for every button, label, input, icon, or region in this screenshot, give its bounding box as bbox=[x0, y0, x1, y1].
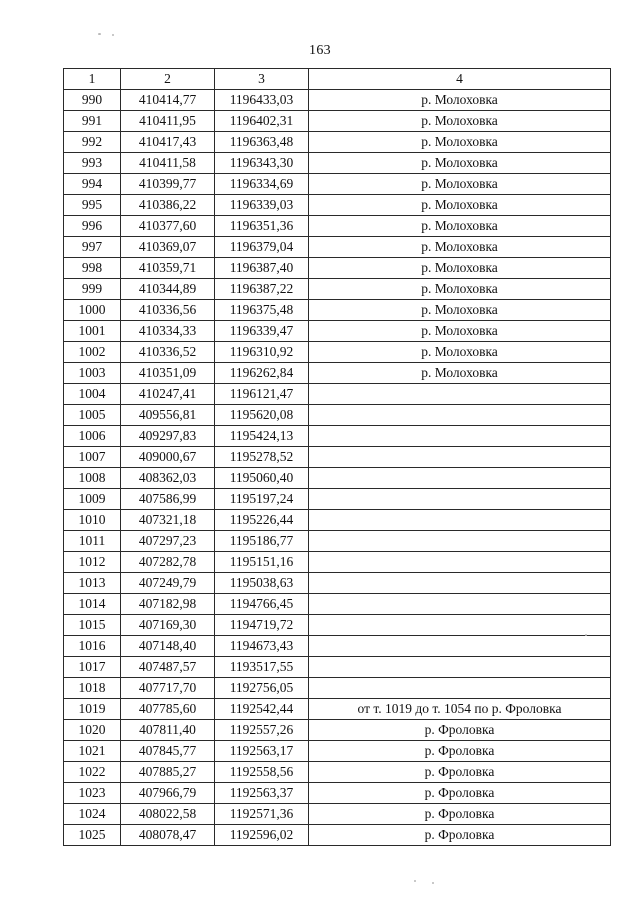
y-coordinate-cell: 1192571,36 bbox=[215, 804, 309, 825]
y-coordinate-cell: 1195151,16 bbox=[215, 552, 309, 573]
description-cell bbox=[309, 573, 611, 594]
x-coordinate-cell: 407811,40 bbox=[121, 720, 215, 741]
description-cell: р. Молоховка bbox=[309, 363, 611, 384]
table-row bbox=[64, 510, 611, 531]
x-coordinate-cell: 407885,27 bbox=[121, 762, 215, 783]
point-number-cell: 995 bbox=[64, 195, 121, 216]
y-coordinate-cell: 1195060,40 bbox=[215, 468, 309, 489]
description-cell bbox=[309, 615, 611, 636]
y-coordinate-cell: 1192596,02 bbox=[215, 825, 309, 846]
y-coordinate-cell: 1192563,17 bbox=[215, 741, 309, 762]
x-coordinate-cell: 407785,60 bbox=[121, 699, 215, 720]
table-row bbox=[64, 300, 611, 321]
x-coordinate-cell: 407282,78 bbox=[121, 552, 215, 573]
point-number-cell: 1014 bbox=[64, 594, 121, 615]
scan-speck bbox=[414, 880, 416, 882]
y-coordinate-cell: 1196262,84 bbox=[215, 363, 309, 384]
table-row bbox=[64, 258, 611, 279]
y-coordinate-cell: 1195038,63 bbox=[215, 573, 309, 594]
point-number-cell: 990 bbox=[64, 90, 121, 111]
description-cell: р. Фроловка bbox=[309, 783, 611, 804]
description-cell bbox=[309, 510, 611, 531]
description-cell: от т. 1019 до т. 1054 по р. Фроловка bbox=[309, 699, 611, 720]
x-coordinate-cell: 408078,47 bbox=[121, 825, 215, 846]
x-coordinate-cell: 407845,77 bbox=[121, 741, 215, 762]
point-number-cell: 991 bbox=[64, 111, 121, 132]
table-row bbox=[64, 174, 611, 195]
y-coordinate-cell: 1196121,47 bbox=[215, 384, 309, 405]
description-cell: р. Молоховка bbox=[309, 174, 611, 195]
y-coordinate-cell: 1196379,04 bbox=[215, 237, 309, 258]
description-cell: р. Молоховка bbox=[309, 216, 611, 237]
y-coordinate-cell: 1196334,69 bbox=[215, 174, 309, 195]
description-cell: р. Фроловка bbox=[309, 825, 611, 846]
table-row bbox=[64, 720, 611, 741]
point-number-cell: 998 bbox=[64, 258, 121, 279]
y-coordinate-cell: 1196343,30 bbox=[215, 153, 309, 174]
table-row bbox=[64, 552, 611, 573]
description-cell: р. Молоховка bbox=[309, 258, 611, 279]
y-coordinate-cell: 1192557,26 bbox=[215, 720, 309, 741]
table-row bbox=[64, 678, 611, 699]
description-cell bbox=[309, 426, 611, 447]
y-coordinate-cell: 1196363,48 bbox=[215, 132, 309, 153]
table-row bbox=[64, 615, 611, 636]
table-row bbox=[64, 111, 611, 132]
description-cell bbox=[309, 552, 611, 573]
scan-speck bbox=[432, 882, 434, 884]
y-coordinate-cell: 1192563,37 bbox=[215, 783, 309, 804]
y-coordinate-cell: 1194719,72 bbox=[215, 615, 309, 636]
point-number-cell: 1025 bbox=[64, 825, 121, 846]
header-cell-description: 4 bbox=[309, 69, 611, 90]
point-number-cell: 1024 bbox=[64, 804, 121, 825]
x-coordinate-cell: 410351,09 bbox=[121, 363, 215, 384]
table-row bbox=[64, 132, 611, 153]
table-row bbox=[64, 363, 611, 384]
x-coordinate-cell: 410377,60 bbox=[121, 216, 215, 237]
x-coordinate-cell: 410344,89 bbox=[121, 279, 215, 300]
description-cell: р. Фроловка bbox=[309, 720, 611, 741]
description-cell bbox=[309, 405, 611, 426]
y-coordinate-cell: 1196339,03 bbox=[215, 195, 309, 216]
x-coordinate-cell: 408022,58 bbox=[121, 804, 215, 825]
table-row bbox=[64, 153, 611, 174]
y-coordinate-cell: 1195197,24 bbox=[215, 489, 309, 510]
point-number-cell: 1002 bbox=[64, 342, 121, 363]
table-row bbox=[64, 762, 611, 783]
x-coordinate-cell: 410369,07 bbox=[121, 237, 215, 258]
description-cell: р. Молоховка bbox=[309, 153, 611, 174]
table-row bbox=[64, 636, 611, 657]
point-number-cell: 1005 bbox=[64, 405, 121, 426]
table-row bbox=[64, 741, 611, 762]
header-cell-y: 3 bbox=[215, 69, 309, 90]
description-cell: р. Молоховка bbox=[309, 111, 611, 132]
scan-speck bbox=[112, 34, 114, 36]
point-number-cell: 1012 bbox=[64, 552, 121, 573]
y-coordinate-cell: 1192542,44 bbox=[215, 699, 309, 720]
header-cell-x: 2 bbox=[121, 69, 215, 90]
description-cell: р. Молоховка bbox=[309, 279, 611, 300]
point-number-cell: 1015 bbox=[64, 615, 121, 636]
y-coordinate-cell: 1196387,22 bbox=[215, 279, 309, 300]
x-coordinate-cell: 410399,77 bbox=[121, 174, 215, 195]
table-body bbox=[64, 90, 611, 846]
description-cell: р. Фроловка bbox=[309, 741, 611, 762]
scan-speck bbox=[98, 33, 101, 35]
y-coordinate-cell: 1196433,03 bbox=[215, 90, 309, 111]
table-row bbox=[64, 279, 611, 300]
scan-speck bbox=[585, 634, 587, 636]
table-row bbox=[64, 657, 611, 678]
description-cell: р. Молоховка bbox=[309, 90, 611, 111]
point-number-cell: 994 bbox=[64, 174, 121, 195]
y-coordinate-cell: 1192558,56 bbox=[215, 762, 309, 783]
point-number-cell: 1021 bbox=[64, 741, 121, 762]
table-header-row bbox=[64, 69, 611, 90]
description-cell: р. Фроловка bbox=[309, 804, 611, 825]
x-coordinate-cell: 409000,67 bbox=[121, 447, 215, 468]
y-coordinate-cell: 1192756,05 bbox=[215, 678, 309, 699]
description-cell bbox=[309, 489, 611, 510]
point-number-cell: 1008 bbox=[64, 468, 121, 489]
y-coordinate-cell: 1196339,47 bbox=[215, 321, 309, 342]
x-coordinate-cell: 410414,77 bbox=[121, 90, 215, 111]
point-number-cell: 1000 bbox=[64, 300, 121, 321]
x-coordinate-cell: 407321,18 bbox=[121, 510, 215, 531]
description-cell: р. Молоховка bbox=[309, 321, 611, 342]
table-row bbox=[64, 321, 611, 342]
x-coordinate-cell: 410336,56 bbox=[121, 300, 215, 321]
table-row bbox=[64, 237, 611, 258]
x-coordinate-cell: 407182,98 bbox=[121, 594, 215, 615]
point-number-cell: 1013 bbox=[64, 573, 121, 594]
y-coordinate-cell: 1196375,48 bbox=[215, 300, 309, 321]
table-row bbox=[64, 825, 611, 846]
description-cell: р. Молоховка bbox=[309, 342, 611, 363]
point-number-cell: 1018 bbox=[64, 678, 121, 699]
point-number-cell: 1022 bbox=[64, 762, 121, 783]
point-number-cell: 1006 bbox=[64, 426, 121, 447]
y-coordinate-cell: 1195278,52 bbox=[215, 447, 309, 468]
point-number-cell: 1004 bbox=[64, 384, 121, 405]
x-coordinate-cell: 410417,43 bbox=[121, 132, 215, 153]
table-row bbox=[64, 783, 611, 804]
x-coordinate-cell: 408362,03 bbox=[121, 468, 215, 489]
y-coordinate-cell: 1196351,36 bbox=[215, 216, 309, 237]
table-row bbox=[64, 195, 611, 216]
x-coordinate-cell: 410359,71 bbox=[121, 258, 215, 279]
x-coordinate-cell: 407148,40 bbox=[121, 636, 215, 657]
y-coordinate-cell: 1195226,44 bbox=[215, 510, 309, 531]
point-number-cell: 993 bbox=[64, 153, 121, 174]
x-coordinate-cell: 409556,81 bbox=[121, 405, 215, 426]
point-number-cell: 1011 bbox=[64, 531, 121, 552]
point-number-cell: 1001 bbox=[64, 321, 121, 342]
x-coordinate-cell: 407169,30 bbox=[121, 615, 215, 636]
table-row bbox=[64, 468, 611, 489]
table-row bbox=[64, 594, 611, 615]
description-cell: р. Молоховка bbox=[309, 132, 611, 153]
point-number-cell: 1003 bbox=[64, 363, 121, 384]
y-coordinate-cell: 1193517,55 bbox=[215, 657, 309, 678]
y-coordinate-cell: 1196402,31 bbox=[215, 111, 309, 132]
description-cell bbox=[309, 678, 611, 699]
table-row bbox=[64, 90, 611, 111]
table-row bbox=[64, 216, 611, 237]
x-coordinate-cell: 407297,23 bbox=[121, 531, 215, 552]
point-number-cell: 996 bbox=[64, 216, 121, 237]
description-cell bbox=[309, 531, 611, 552]
point-number-cell: 999 bbox=[64, 279, 121, 300]
point-number-cell: 1010 bbox=[64, 510, 121, 531]
table-row bbox=[64, 804, 611, 825]
x-coordinate-cell: 407249,79 bbox=[121, 573, 215, 594]
y-coordinate-cell: 1196310,92 bbox=[215, 342, 309, 363]
table-row bbox=[64, 447, 611, 468]
point-number-cell: 1009 bbox=[64, 489, 121, 510]
table-row bbox=[64, 573, 611, 594]
description-cell: р. Молоховка bbox=[309, 195, 611, 216]
x-coordinate-cell: 409297,83 bbox=[121, 426, 215, 447]
table-row bbox=[64, 426, 611, 447]
table-row bbox=[64, 342, 611, 363]
x-coordinate-cell: 410334,33 bbox=[121, 321, 215, 342]
point-number-cell: 1023 bbox=[64, 783, 121, 804]
y-coordinate-cell: 1194673,43 bbox=[215, 636, 309, 657]
page-number: 163 bbox=[309, 43, 331, 58]
x-coordinate-cell: 410411,95 bbox=[121, 111, 215, 132]
y-coordinate-cell: 1195424,13 bbox=[215, 426, 309, 447]
point-number-cell: 1017 bbox=[64, 657, 121, 678]
description-cell bbox=[309, 636, 611, 657]
x-coordinate-cell: 410336,52 bbox=[121, 342, 215, 363]
x-coordinate-cell: 410411,58 bbox=[121, 153, 215, 174]
point-number-cell: 1019 bbox=[64, 699, 121, 720]
y-coordinate-cell: 1196387,40 bbox=[215, 258, 309, 279]
description-cell: р. Молоховка bbox=[309, 237, 611, 258]
coordinates-table bbox=[63, 68, 611, 846]
description-cell: р. Молоховка bbox=[309, 300, 611, 321]
y-coordinate-cell: 1195186,77 bbox=[215, 531, 309, 552]
x-coordinate-cell: 407717,70 bbox=[121, 678, 215, 699]
point-number-cell: 1007 bbox=[64, 447, 121, 468]
description-cell: р. Фроловка bbox=[309, 762, 611, 783]
description-cell bbox=[309, 447, 611, 468]
table-row bbox=[64, 405, 611, 426]
x-coordinate-cell: 410247,41 bbox=[121, 384, 215, 405]
description-cell bbox=[309, 594, 611, 615]
header-cell-point-number: 1 bbox=[64, 69, 121, 90]
table-row bbox=[64, 531, 611, 552]
point-number-cell: 1016 bbox=[64, 636, 121, 657]
y-coordinate-cell: 1194766,45 bbox=[215, 594, 309, 615]
x-coordinate-cell: 407487,57 bbox=[121, 657, 215, 678]
point-number-cell: 1020 bbox=[64, 720, 121, 741]
x-coordinate-cell: 407966,79 bbox=[121, 783, 215, 804]
description-cell bbox=[309, 468, 611, 489]
x-coordinate-cell: 407586,99 bbox=[121, 489, 215, 510]
point-number-cell: 997 bbox=[64, 237, 121, 258]
table-row bbox=[64, 384, 611, 405]
x-coordinate-cell: 410386,22 bbox=[121, 195, 215, 216]
description-cell bbox=[309, 657, 611, 678]
point-number-cell: 992 bbox=[64, 132, 121, 153]
description-cell bbox=[309, 384, 611, 405]
table-row bbox=[64, 489, 611, 510]
table-row bbox=[64, 699, 611, 720]
y-coordinate-cell: 1195620,08 bbox=[215, 405, 309, 426]
